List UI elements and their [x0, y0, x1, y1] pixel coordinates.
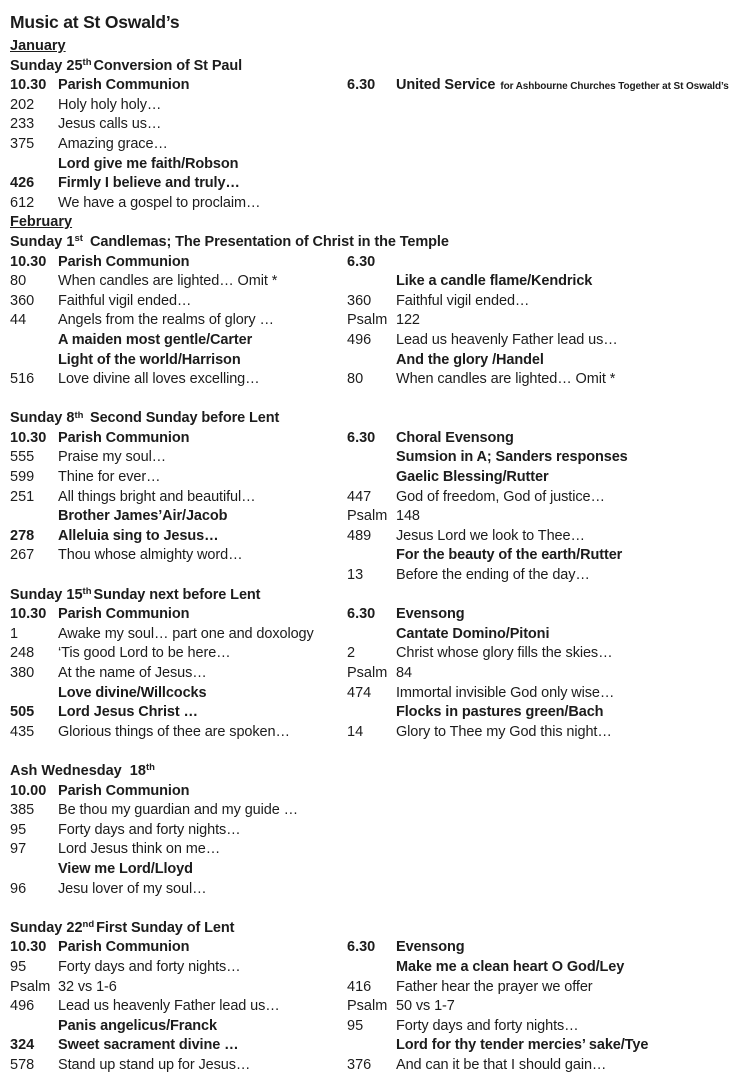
anthem-or-service-name: Like a candle flame/Kendrick	[396, 273, 593, 290]
hymn-row	[10, 311, 727, 331]
left-cell	[10, 174, 347, 194]
feast-name: Sunday next before Lent	[93, 586, 261, 603]
right-cell	[347, 194, 727, 214]
hymn-title: Thou whose almighty word…	[58, 547, 243, 564]
ordinal-suffix: th	[82, 57, 92, 69]
hymn-title: Faithful vigil ended…	[396, 292, 530, 309]
left-cell	[10, 664, 347, 684]
hymn-number: 278	[10, 527, 35, 544]
anthem-or-service-name: Flocks in pastures green/Bach	[396, 704, 604, 721]
hymn-row	[10, 546, 727, 566]
right-cell	[347, 664, 727, 684]
hymn-title: We have a gospel to proclaim…	[58, 194, 261, 211]
hymn-row	[10, 155, 727, 175]
hymn-title: Thine for ever…	[58, 469, 161, 486]
right-cell	[347, 958, 727, 978]
left-cell	[10, 997, 347, 1017]
anthem-or-service-name: And the glory /Handel	[396, 351, 544, 368]
hymn-title: 122	[396, 312, 420, 329]
service-date-text: Sunday 1	[10, 233, 75, 250]
service-time: 6.30	[347, 77, 376, 94]
hymn-title: Love divine all loves excelling…	[58, 371, 260, 388]
service-time: 10.30	[10, 606, 47, 623]
hymn-number: 44	[10, 312, 27, 329]
hymn-row	[10, 782, 727, 802]
left-cell	[10, 292, 347, 312]
hymn-row	[10, 429, 727, 449]
left-cell	[10, 96, 347, 116]
hymn-number: 426	[10, 175, 35, 192]
hymn-number: 612	[10, 194, 35, 211]
hymn-row	[10, 331, 727, 351]
left-cell	[10, 272, 347, 292]
anthem-or-service-name: Parish Communion	[58, 782, 190, 799]
hymn-number: 516	[10, 371, 35, 388]
month-label: February	[10, 214, 73, 231]
right-cell	[347, 370, 727, 390]
hymn-title: Faithful vigil ended…	[58, 292, 192, 309]
hymn-number: 14	[347, 723, 364, 740]
ordinal-suffix: nd	[82, 919, 95, 931]
hymn-number: 599	[10, 469, 35, 486]
service-time: 10.30	[10, 939, 47, 956]
right-cell	[347, 723, 727, 743]
hymn-row	[10, 938, 727, 958]
right-cell	[347, 978, 727, 998]
hymn-number: 80	[10, 273, 27, 290]
right-cell	[347, 860, 727, 880]
hymn-title: Lord Jesus think on me…	[58, 841, 221, 858]
hymn-number: 233	[10, 116, 35, 133]
right-cell	[347, 840, 727, 860]
left-cell	[10, 566, 347, 586]
feast-name: Conversion of St Paul	[93, 57, 243, 74]
hymn-title: Father hear the prayer we offer	[396, 978, 593, 995]
hymn-row	[10, 880, 727, 900]
hymn-title: Glorious things of thee are spoken…	[58, 723, 290, 740]
right-cell	[347, 488, 727, 508]
hymn-title: Before the ending of the day…	[396, 567, 590, 584]
right-cell	[347, 351, 727, 371]
service-section	[10, 762, 727, 899]
hymn-number: 251	[10, 488, 35, 505]
left-cell	[10, 155, 347, 175]
anthem-or-service-name: For the beauty of the earth/Rutter	[396, 547, 623, 564]
hymn-row	[10, 1036, 727, 1056]
hymn-number: 248	[10, 645, 35, 662]
anthem-or-service-name: Evensong	[396, 606, 465, 623]
hymn-title: 148	[396, 508, 420, 525]
service-heading	[10, 233, 727, 253]
service-date-text: Sunday 8	[10, 410, 75, 427]
hymn-title: Immortal invisible God only wise…	[396, 684, 615, 701]
hymn-number: 96	[10, 880, 27, 897]
service-section	[10, 409, 727, 585]
hymn-row	[10, 566, 727, 586]
left-cell	[10, 644, 347, 664]
right-cell	[347, 703, 727, 723]
right-cell	[347, 468, 727, 488]
service-date	[10, 233, 90, 253]
hymn-row	[10, 840, 727, 860]
service-time: 10.30	[10, 253, 47, 270]
service-heading	[10, 919, 727, 939]
hymn-number: 80	[347, 371, 364, 388]
service-time: 10.30	[10, 77, 47, 94]
psalm-label: Psalm	[347, 998, 388, 1015]
left-cell	[10, 370, 347, 390]
right-cell	[347, 135, 727, 155]
hymn-title: And can it be that I should gain…	[396, 1056, 607, 1073]
anthem-or-service-name: View me Lord/Lloyd	[58, 860, 193, 877]
hymn-title: Awake my soul… part one and doxology	[58, 625, 314, 642]
psalm-label: Psalm	[347, 665, 388, 681]
right-cell	[347, 644, 727, 664]
anthem-or-service-name: Sweet sacrament divine …	[58, 1037, 239, 1054]
anthem-or-service-name: Cantate Domino/Pitoni	[396, 625, 550, 642]
hymn-title: ‘Tis good Lord to be here…	[58, 645, 231, 662]
service-heading	[10, 762, 727, 782]
service-date-text: Sunday 15	[10, 586, 83, 603]
service-section	[10, 233, 727, 390]
right-cell	[347, 801, 727, 821]
hymn-row	[10, 292, 727, 312]
left-cell	[10, 468, 347, 488]
left-cell	[10, 880, 347, 900]
hymn-row	[10, 351, 727, 371]
hymn-title: Jesus calls us…	[58, 116, 162, 133]
right-cell	[347, 1056, 727, 1076]
hymn-title: Jesu lover of my soul…	[58, 880, 207, 897]
hymn-number: 267	[10, 547, 35, 564]
hymn-number: 324	[10, 1037, 35, 1054]
hymn-number: 380	[10, 665, 35, 681]
anthem-or-service-name: Sumsion in A; Sanders responses	[396, 449, 628, 466]
hymn-number: 474	[347, 684, 372, 701]
hymn-row	[10, 448, 727, 468]
right-cell	[347, 272, 727, 292]
left-cell	[10, 1056, 347, 1076]
left-cell	[10, 723, 347, 743]
right-cell	[347, 253, 727, 273]
hymn-title: 32 vs 1-6	[58, 978, 117, 995]
hymn-number: 95	[10, 821, 27, 838]
left-cell	[10, 488, 347, 508]
right-cell	[347, 96, 727, 116]
right-cell	[347, 880, 727, 900]
left-cell	[10, 76, 347, 96]
service-time: 6.30	[347, 429, 376, 446]
hymn-number: 435	[10, 723, 35, 740]
left-cell	[10, 821, 347, 841]
feast-name: Candlemas; The Presentation of Christ in the Temple	[90, 233, 449, 250]
hymn-title: Glory to Thee my God this night…	[396, 723, 612, 740]
psalm-label: Psalm	[347, 508, 388, 525]
hymn-row	[10, 821, 727, 841]
hymn-number: 97	[10, 841, 27, 858]
right-cell	[347, 566, 727, 586]
anthem-or-service-name: Panis angelicus/Franck	[58, 1017, 217, 1034]
ordinal-suffix: th	[74, 409, 84, 421]
right-cell	[347, 448, 727, 468]
anthem-or-service-name: Parish Communion	[58, 429, 190, 446]
ordinal-suffix: st	[74, 233, 83, 245]
right-cell	[347, 429, 727, 449]
left-cell	[10, 331, 347, 351]
hymn-title: Forty days and forty nights…	[58, 958, 241, 975]
right-cell	[347, 331, 727, 351]
hymn-row	[10, 76, 727, 96]
hymn-number: 385	[10, 802, 35, 819]
right-cell	[347, 292, 727, 312]
left-cell	[10, 448, 347, 468]
hymn-title: Lead us heavenly Father lead us…	[58, 998, 280, 1015]
hymn-number: 13	[347, 567, 364, 584]
right-cell	[347, 1017, 727, 1037]
hymn-row	[10, 684, 727, 704]
hymn-number: 578	[10, 1056, 35, 1073]
right-cell	[347, 546, 727, 566]
left-cell	[10, 801, 347, 821]
hymn-row	[10, 272, 727, 292]
hymn-row	[10, 997, 727, 1017]
hymn-title: Forty days and forty nights…	[58, 821, 241, 838]
hymn-row	[10, 801, 727, 821]
psalm-label: Psalm	[10, 978, 51, 995]
hymn-number: 505	[10, 704, 35, 721]
anthem-or-service-name: Parish Communion	[58, 77, 190, 94]
hymn-title: God of freedom, God of justice…	[396, 488, 605, 505]
hymn-row	[10, 135, 727, 155]
hymn-row	[10, 253, 727, 273]
service-heading	[10, 57, 727, 77]
hymn-row	[10, 370, 727, 390]
right-cell	[347, 938, 727, 958]
month-label: January	[10, 38, 66, 54]
anthem-or-service-name: Make me a clean heart O God/Ley	[396, 958, 625, 975]
left-cell	[10, 311, 347, 331]
right-cell	[347, 527, 727, 547]
feast-name: First Sunday of Lent	[96, 919, 235, 936]
anthem-or-service-name: Lord give me faith/Robson	[58, 155, 239, 172]
anthem-or-service-name: Alleluia sing to Jesus…	[58, 527, 219, 544]
hymn-row	[10, 527, 727, 547]
hymn-row	[10, 468, 727, 488]
left-cell	[10, 546, 347, 566]
hymn-row	[10, 1017, 727, 1037]
right-cell	[347, 997, 727, 1017]
hymn-title: Forty days and forty nights…	[396, 1017, 579, 1034]
left-cell	[10, 605, 347, 625]
service-time: 10.00	[10, 782, 47, 799]
service-date	[10, 762, 157, 782]
hymn-title: All things bright and beautiful…	[58, 488, 256, 505]
hymn-title: Jesus Lord we look to Thee…	[396, 527, 585, 544]
anthem-or-service-name: Lord Jesus Christ …	[58, 704, 198, 721]
anthem-or-service-name: Firmly I believe and truly…	[58, 175, 240, 192]
service-time: 6.30	[347, 253, 376, 270]
left-cell	[10, 429, 347, 449]
left-cell	[10, 938, 347, 958]
hymn-row	[10, 860, 727, 880]
right-cell	[347, 174, 727, 194]
right-cell	[347, 821, 727, 841]
hymn-number: 496	[10, 998, 35, 1015]
hymn-title: When candles are lighted… Omit *	[58, 273, 278, 290]
hymn-number: 2	[347, 645, 356, 662]
anthem-or-service-name: A maiden most gentle/Carter	[58, 331, 253, 348]
left-cell	[10, 1036, 347, 1056]
left-cell	[10, 782, 347, 802]
hymn-number: 416	[347, 978, 372, 995]
hymn-title: Praise my soul…	[58, 449, 167, 466]
hymn-title: Christ whose glory fills the skies…	[396, 645, 613, 662]
anthem-or-service-name: United Service	[396, 77, 496, 94]
left-cell	[10, 978, 347, 998]
hymn-number: 1	[10, 625, 19, 642]
left-cell	[10, 115, 347, 135]
hymn-number: 360	[10, 292, 35, 309]
hymn-title: At the name of Jesus…	[58, 665, 207, 681]
service-date-text: Ash Wednesday 18	[10, 762, 146, 779]
hymn-row	[10, 115, 727, 135]
service-heading	[10, 586, 727, 606]
service-date-text: Sunday 22	[10, 919, 83, 936]
hymn-row	[10, 958, 727, 978]
hymn-title: When candles are lighted… Omit *	[396, 371, 616, 388]
anthem-or-service-name: Choral Evensong	[396, 429, 514, 446]
anthem-or-service-name: Parish Communion	[58, 606, 190, 623]
hymn-title: 50 vs 1-7	[396, 998, 455, 1015]
psalm-label: Psalm	[347, 312, 388, 329]
service-section	[10, 586, 727, 743]
service-time: 10.30	[10, 429, 47, 446]
hymn-row	[10, 174, 727, 194]
left-cell	[10, 253, 347, 273]
left-cell	[10, 1017, 347, 1037]
anthem-or-service-name: Love divine/Willcocks	[58, 684, 207, 701]
hymn-number: 555	[10, 449, 35, 466]
left-cell	[10, 527, 347, 547]
service-note: for Ashbourne Churches Together at St Oswald’s	[500, 81, 729, 93]
right-cell	[347, 155, 727, 175]
left-cell	[10, 684, 347, 704]
left-cell	[10, 703, 347, 723]
service-date	[10, 586, 94, 606]
hymn-row	[10, 507, 727, 527]
hymn-row	[10, 664, 727, 684]
anthem-or-service-name: Parish Communion	[58, 253, 190, 270]
hymn-number: 489	[347, 527, 372, 544]
left-cell	[10, 507, 347, 527]
hymn-title: 84	[396, 665, 412, 681]
ordinal-suffix: th	[82, 586, 92, 598]
service-section	[10, 919, 727, 1076]
right-cell	[347, 605, 727, 625]
hymn-row	[10, 194, 727, 214]
service-date-text: Sunday 25	[10, 57, 83, 74]
hymn-title: Holy holy holy…	[58, 96, 162, 113]
anthem-or-service-name: Evensong	[396, 939, 465, 956]
left-cell	[10, 135, 347, 155]
left-cell	[10, 351, 347, 371]
left-cell	[10, 625, 347, 645]
hymn-row	[10, 96, 727, 116]
service-time: 6.30	[347, 606, 376, 623]
anthem-or-service-name: Parish Communion	[58, 939, 190, 956]
hymn-number: 95	[10, 958, 27, 975]
right-cell	[347, 311, 727, 331]
hymn-row	[10, 978, 727, 998]
hymn-row	[10, 1056, 727, 1076]
service-date	[10, 919, 96, 939]
service-section	[10, 57, 727, 214]
anthem-or-service-name: Gaelic Blessing/Rutter	[396, 469, 549, 486]
document-body	[10, 37, 727, 1075]
hymn-title: Angels from the realms of glory …	[58, 312, 274, 329]
hymn-title: Be thou my guardian and my guide …	[58, 802, 299, 819]
service-date	[10, 409, 90, 429]
anthem-or-service-name: Light of the world/Harrison	[58, 351, 241, 368]
right-cell	[347, 115, 727, 135]
hymn-number: 375	[10, 135, 35, 152]
right-cell	[347, 76, 727, 96]
hymn-number: 202	[10, 96, 35, 113]
hymn-row	[10, 625, 727, 645]
hymn-number: 376	[347, 1056, 372, 1073]
service-time: 6.30	[347, 939, 376, 956]
right-cell	[347, 1036, 727, 1056]
right-cell	[347, 507, 727, 527]
ordinal-suffix: th	[145, 762, 155, 774]
hymn-title: Lead us heavenly Father lead us…	[396, 331, 618, 348]
anthem-or-service-name: Lord for thy tender mercies’ sake/Tye	[396, 1037, 649, 1054]
service-heading	[10, 409, 727, 429]
hymn-row	[10, 488, 727, 508]
hymn-row	[10, 605, 727, 625]
right-cell	[347, 782, 727, 802]
hymn-number: 447	[347, 488, 372, 505]
left-cell	[10, 840, 347, 860]
right-cell	[347, 684, 727, 704]
left-cell	[10, 958, 347, 978]
left-cell	[10, 860, 347, 880]
feast-name: Second Sunday before Lent	[90, 410, 280, 427]
service-date	[10, 57, 94, 77]
hymn-row	[10, 644, 727, 664]
hymn-title: Stand up stand up for Jesus…	[58, 1056, 251, 1073]
hymn-number: 360	[347, 292, 372, 309]
hymn-row	[10, 723, 727, 743]
page-title: Music at St Oswald’s	[10, 12, 180, 32]
hymn-title: Amazing grace…	[58, 135, 168, 152]
hymn-row	[10, 703, 727, 723]
hymn-number: 95	[347, 1017, 364, 1034]
anthem-or-service-name: Brother James’Air/Jacob	[58, 508, 228, 525]
right-cell	[347, 625, 727, 645]
left-cell	[10, 194, 347, 214]
hymn-number: 496	[347, 331, 372, 348]
